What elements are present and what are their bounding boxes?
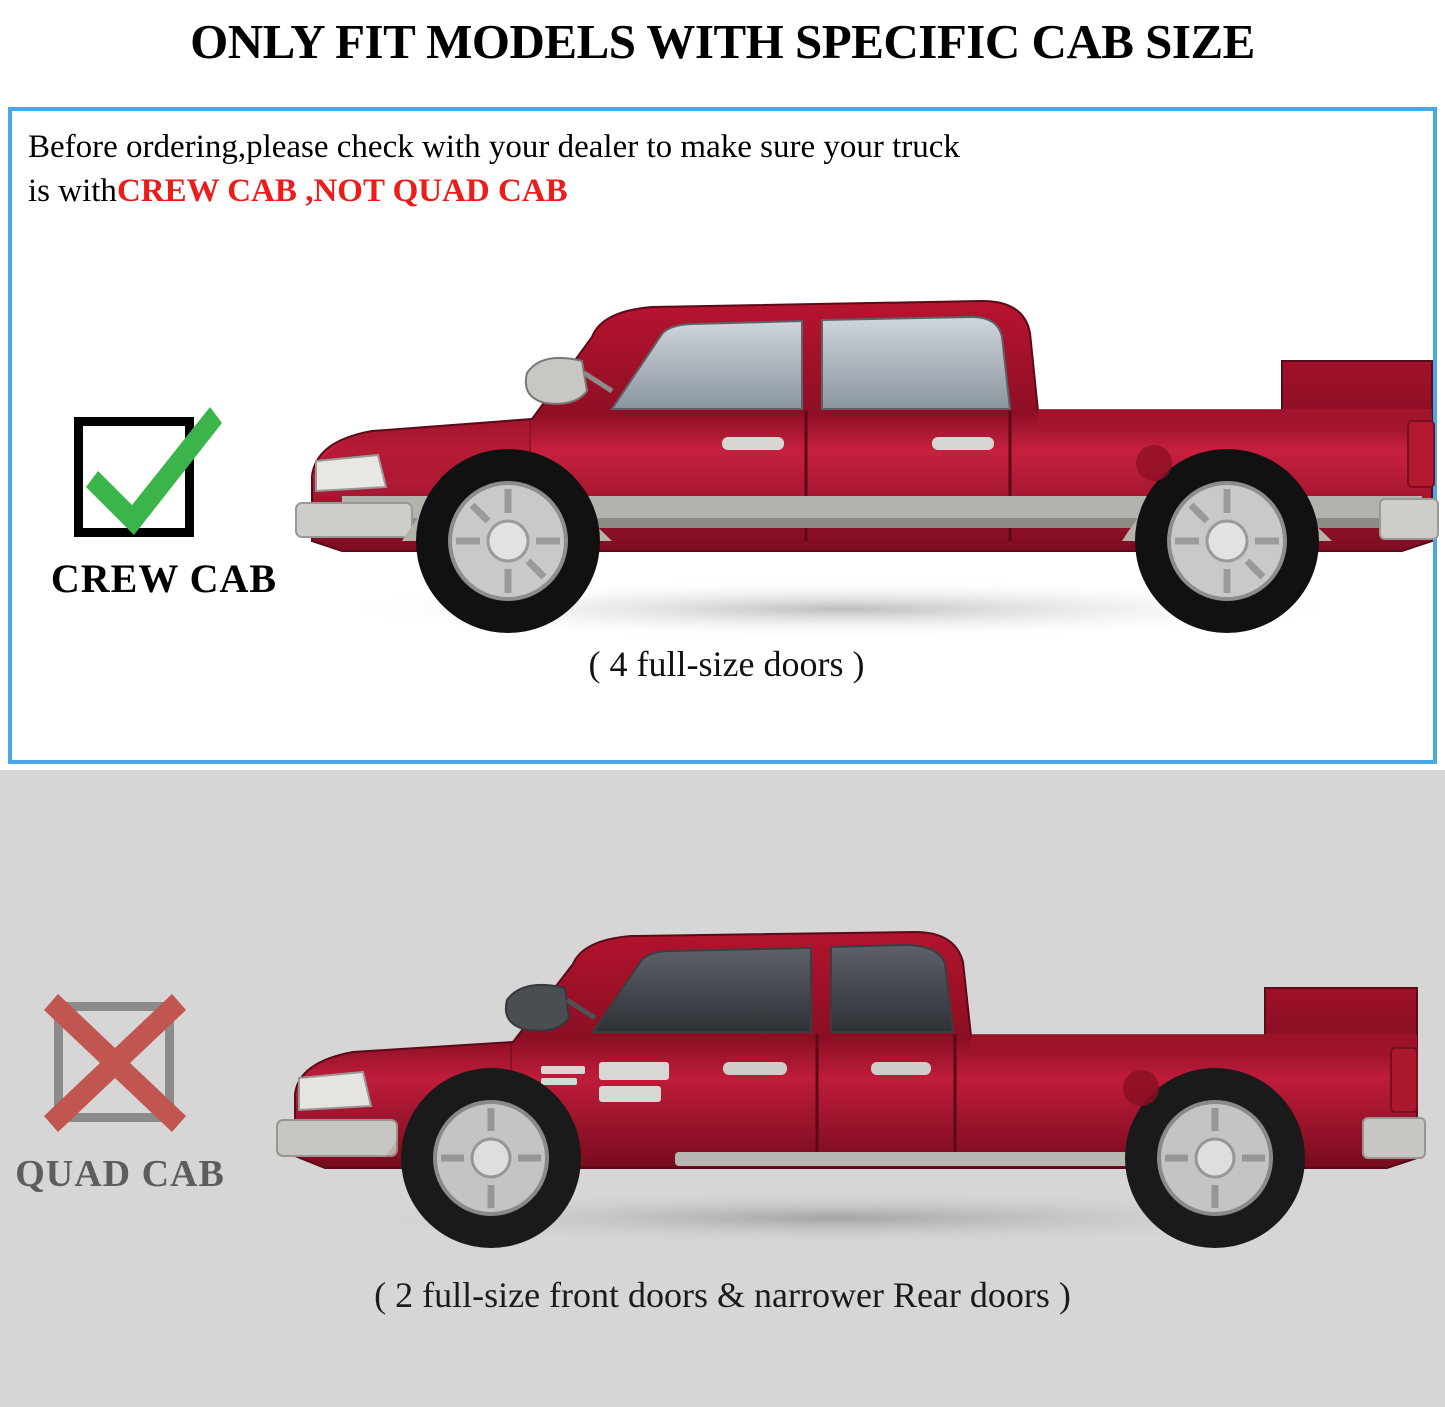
ordering-notice [28, 125, 1418, 213]
quad-cab-truck-image [255, 866, 1435, 1266]
quad-cab-caption: ( 2 full-size front doors & narrower Rear doors ) [374, 1275, 1071, 1315]
grey-x-icon [40, 988, 190, 1138]
page-title: ONLY FIT MODELS WITH SPECIFIC CAB SIZE [190, 13, 1255, 69]
notice-line-2-prefix: is with [28, 173, 117, 209]
notice-warning-text: CREW CAB ,NOT QUAD CAB [116, 173, 568, 209]
quad-cab-panel [0, 770, 1445, 1407]
crew-cab-truck-image [282, 241, 1442, 661]
quad-cab-label: QUAD CAB [15, 1153, 225, 1195]
crew-cab-panel [8, 107, 1437, 764]
check-box-outline [74, 417, 194, 537]
crew-cab-caption: ( 4 full-size doors ) [588, 644, 865, 684]
notice-line-1: Before ordering,please check with your dealer to make sure your truck [28, 129, 960, 165]
crew-cab-label: CREW CAB [50, 556, 278, 601]
